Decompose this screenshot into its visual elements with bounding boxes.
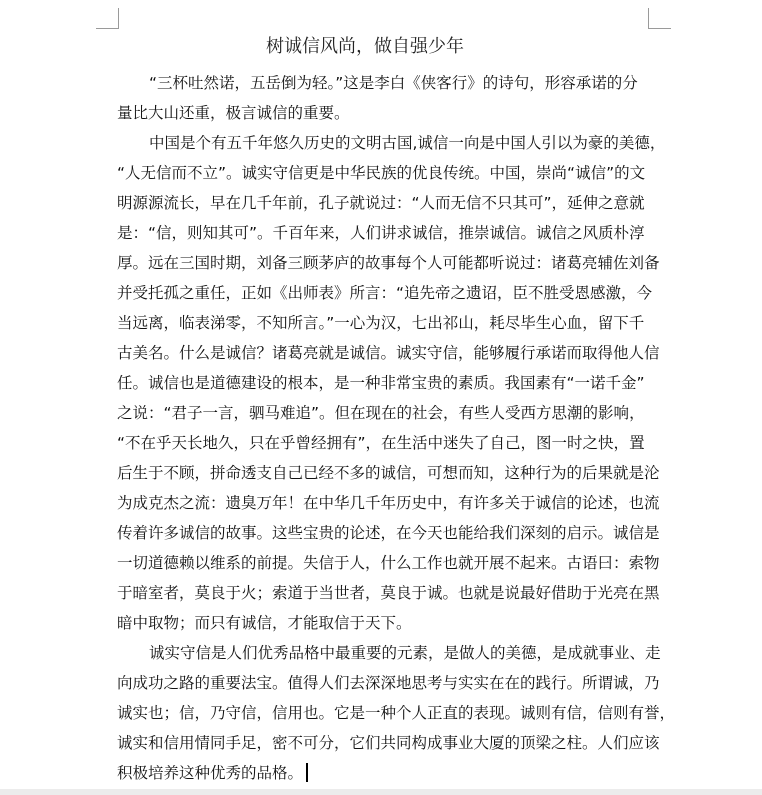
document-title[interactable]: 树诚信风尚，做自强少年 [266, 36, 464, 57]
text-line: 暗中取物；而只有诚信，才能取信于天下。 [117, 614, 412, 632]
text-line: “三杯吐然诺，五岳倒为轻。”这是李白《侠客行》的诗句，形容承诺的分 [149, 74, 638, 92]
paragraph[interactable] [117, 128, 666, 638]
text-line: 当远离，临表涕零，不知所言。”一心为汉，七出祁山，耗尽毕生心血，留下千 [117, 314, 645, 332]
margin-corner-mark-top-right [648, 8, 671, 29]
text-line: 古美名。什么是诚信？诸葛亮就是诚信。诚实守信，能够履行承诺而取得他人信 [117, 344, 660, 362]
text-line: 并受托孤之重任，正如《出师表》所言：“追先帝之遗诏，臣不胜受恩感激，今 [117, 284, 653, 302]
margin-corner-mark-top-left [96, 8, 119, 29]
text-line: 诚实也；信，乃守信，信用也。它是一种个人正直的表现。诚则有信，信则有誉， [117, 704, 676, 722]
text-line: 传着许多诚信的故事。这些宝贵的论述，在今天也能给我们深刻的启示。诚信是 [117, 524, 660, 542]
text-line: 中国是个有五千年悠久历史的文明古国,诚信一向是中国人引以为豪的美德， [149, 134, 666, 152]
text-line: 于暗室者，莫良于火；索道于当世者，莫良于诚。也就是说最好借助于光亮在黑 [117, 584, 660, 602]
text-line: 量比大山还重，极言诚信的重要。 [117, 104, 350, 122]
text-line: 为成克杰之流：遗臭万年！在中华几千年历史中，有许多关于诚信的论述，也流 [117, 494, 660, 512]
text-line: 积极培养这种优秀的品格。 [117, 758, 613, 788]
text-line: 明源源流长，早在几千年前，孔子就说过：“人而无信不只其可”，延伸之意就 [117, 194, 645, 212]
text-line: 诚实和信用情同手足，密不可分，它们共同构成事业大厦的顶梁之柱。人们应该 [117, 734, 660, 752]
text-line: 是：“信，则知其可”。千百年来，人们讲求诚信，推崇诚信。诚信之风质朴淳 [117, 224, 645, 242]
document-body[interactable] [117, 68, 676, 788]
text-line: 诚实守信是人们优秀品格中最重要的元素，是做人的美德，是成就事业、走 [149, 644, 661, 662]
text-line: 向成功之路的重要法宝。值得人们去深深地思考与实实在在的践行。所谓诚，乃 [117, 674, 660, 692]
paragraph[interactable] [117, 68, 638, 128]
text-line: “不在乎天长地久，只在乎曾经拥有”，在生活中迷失了自己，图一时之快，置 [117, 434, 645, 452]
text-line: 厚。远在三国时期，刘备三顾茅庐的故事每个人可能都听说过：诸葛亮辅佐刘备 [117, 254, 660, 272]
text-line: 之说：“君子一言，驷马难追”。但在现在的社会，有些人受西方思潮的影响， [117, 404, 645, 422]
text-line: “人无信而不立”。诚实守信更是中华民族的优良传统。中国，崇尚“诚信”的文 [117, 164, 646, 182]
text-line: 一切道德赖以维系的前提。失信于人，什么工作也就开展不起来。古语曰：索物 [117, 554, 660, 572]
text-line: 任。诚信也是道德建设的根本，是一种非常宝贵的素质。我国素有“一诺千金” [117, 374, 645, 392]
text-cursor [306, 763, 308, 782]
paragraph[interactable] [117, 638, 676, 788]
text-line: 后生于不顾，拼命透支自己已经不多的诚信，可想而知，这种行为的后果就是沦 [117, 464, 660, 482]
page-gap [0, 789, 762, 795]
